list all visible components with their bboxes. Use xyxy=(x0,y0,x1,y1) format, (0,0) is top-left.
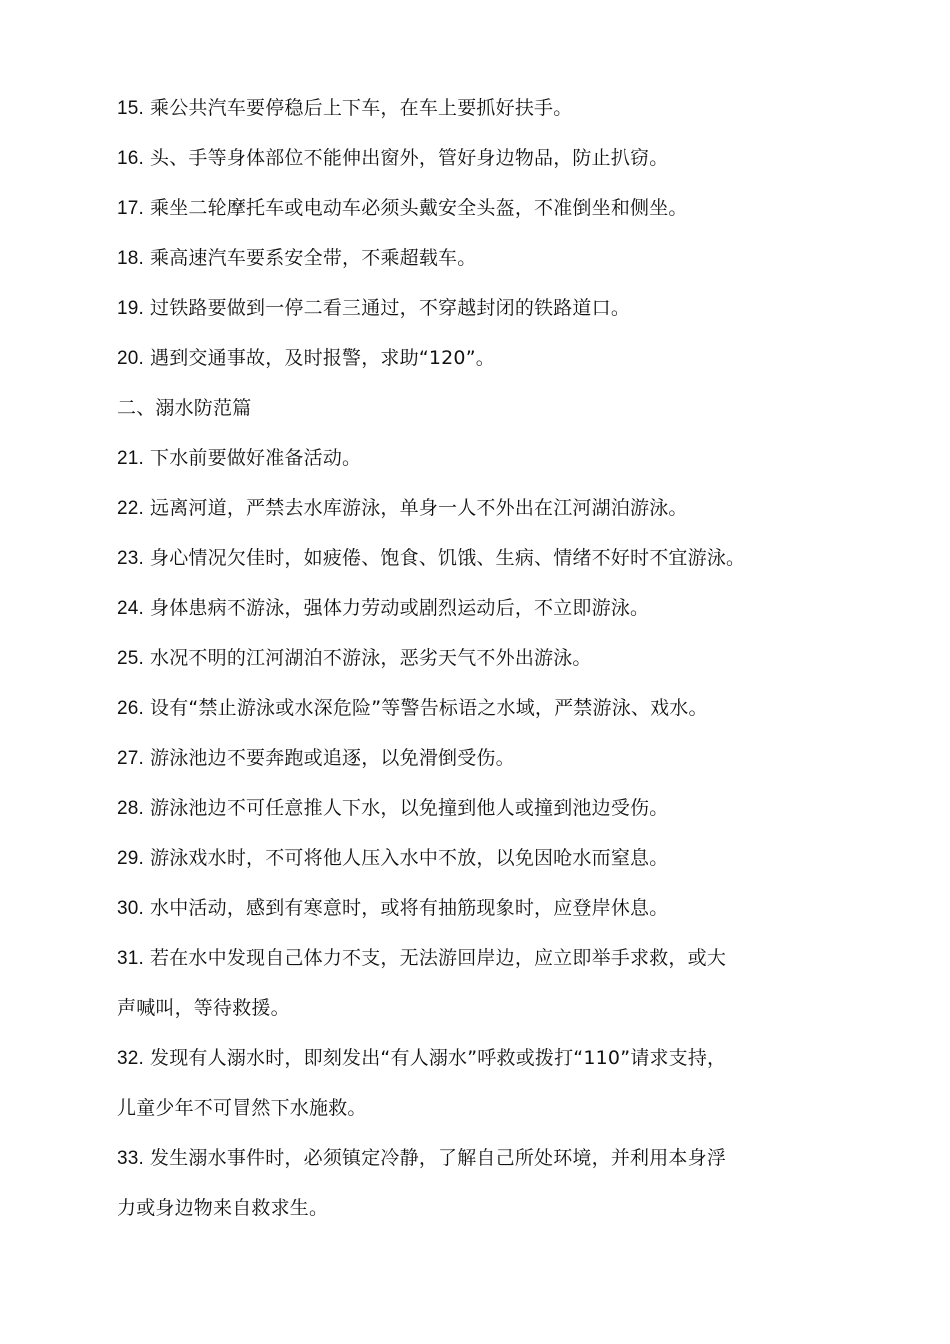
item-number: 21. xyxy=(117,448,145,469)
item-number: 26. xyxy=(117,698,145,719)
list-item xyxy=(117,288,857,338)
item-text: 头、手等身体部位不能伸出窗外，管好身边物品，防止扒窃。 xyxy=(150,147,669,169)
item-text: 若在水中发现自己体力不支，无法游回岸边，应立即举手求救，或大 xyxy=(150,947,727,969)
item-text: 水中活动，感到有寒意时，或将有抽筋现象时，应登岸休息。 xyxy=(150,897,669,919)
list-item xyxy=(117,538,857,588)
list-item xyxy=(117,438,857,488)
list-item xyxy=(117,688,857,738)
list-item xyxy=(117,1038,857,1088)
item-text: 游泳池边不可任意推人下水，以免撞到他人或撞到池边受伤。 xyxy=(150,797,669,819)
list-item xyxy=(117,88,857,138)
item-number: 20. xyxy=(117,348,145,369)
item-text: 力或身边物来自救求生。 xyxy=(117,1197,329,1219)
item-number: 24. xyxy=(117,598,145,619)
list-item-continuation xyxy=(117,1188,857,1238)
item-number: 27. xyxy=(117,748,145,769)
item-number: 15. xyxy=(117,98,145,119)
item-number: 23. xyxy=(117,548,145,569)
list-item xyxy=(117,488,857,538)
item-text: 游泳池边不要奔跑或追逐，以免滑倒受伤。 xyxy=(150,747,515,769)
list-item-continuation xyxy=(117,1088,857,1138)
item-text: 乘公共汽车要停稳后上下车，在车上要抓好扶手。 xyxy=(150,97,573,119)
item-text: 发现有人溺水时，即刻发出“有人溺水”呼救或拨打“110”请求支持， xyxy=(150,1047,727,1069)
item-number: 28. xyxy=(117,798,145,819)
list-item xyxy=(117,838,857,888)
item-text: 声喊叫，等待救援。 xyxy=(117,997,290,1019)
item-text: 乘坐二轮摩托车或电动车必须头戴安全头盔，不准倒坐和侧坐。 xyxy=(150,197,688,219)
item-number: 29. xyxy=(117,848,145,869)
item-text: 身心情况欠佳时，如疲倦、饱食、饥饿、生病、情绪不好时不宜游泳。 xyxy=(150,547,746,569)
document-body xyxy=(117,88,857,1238)
list-item xyxy=(117,788,857,838)
list-item xyxy=(117,588,857,638)
list-item-continuation xyxy=(117,988,857,1038)
item-number: 30. xyxy=(117,898,145,919)
item-number: 25. xyxy=(117,648,145,669)
section-heading-text: 二、溺水防范篇 xyxy=(117,397,252,419)
item-number: 32. xyxy=(117,1048,145,1069)
item-text: 远离河道，严禁去水库游泳，单身一人不外出在江河湖泊游泳。 xyxy=(150,497,688,519)
list-item xyxy=(117,238,857,288)
item-text: 儿童少年不可冒然下水施救。 xyxy=(117,1097,367,1119)
item-text: 遇到交通事故，及时报警，求助“120”。 xyxy=(150,347,495,369)
item-text: 下水前要做好准备活动。 xyxy=(150,447,362,469)
list-item xyxy=(117,138,857,188)
item-number: 19. xyxy=(117,298,145,319)
item-text: 过铁路要做到一停二看三通过，不穿越封闭的铁路道口。 xyxy=(150,297,631,319)
list-item xyxy=(117,938,857,988)
item-text: 游泳戏水时，不可将他人压入水中不放，以免因呛水而窒息。 xyxy=(150,847,669,869)
list-item xyxy=(117,888,857,938)
item-number: 16. xyxy=(117,148,145,169)
section-heading xyxy=(117,388,857,438)
list-item xyxy=(117,188,857,238)
list-item xyxy=(117,638,857,688)
list-item xyxy=(117,738,857,788)
list-item xyxy=(117,338,857,388)
item-text: 发生溺水事件时，必须镇定冷静，了解自己所处环境，并利用本身浮 xyxy=(150,1147,727,1169)
item-number: 18. xyxy=(117,248,145,269)
item-text: 身体患病不游泳，强体力劳动或剧烈运动后，不立即游泳。 xyxy=(150,597,650,619)
item-text: 乘高速汽车要系安全带，不乘超载车。 xyxy=(150,247,477,269)
item-text: 设有“禁止游泳或水深危险”等警告标语之水域，严禁游泳、戏水。 xyxy=(150,697,708,719)
item-text: 水况不明的江河湖泊不游泳，恶劣天气不外出游泳。 xyxy=(150,647,592,669)
item-number: 31. xyxy=(117,948,145,969)
item-number: 17. xyxy=(117,198,145,219)
item-number: 22. xyxy=(117,498,145,519)
list-item xyxy=(117,1138,857,1188)
item-number: 33. xyxy=(117,1148,145,1169)
